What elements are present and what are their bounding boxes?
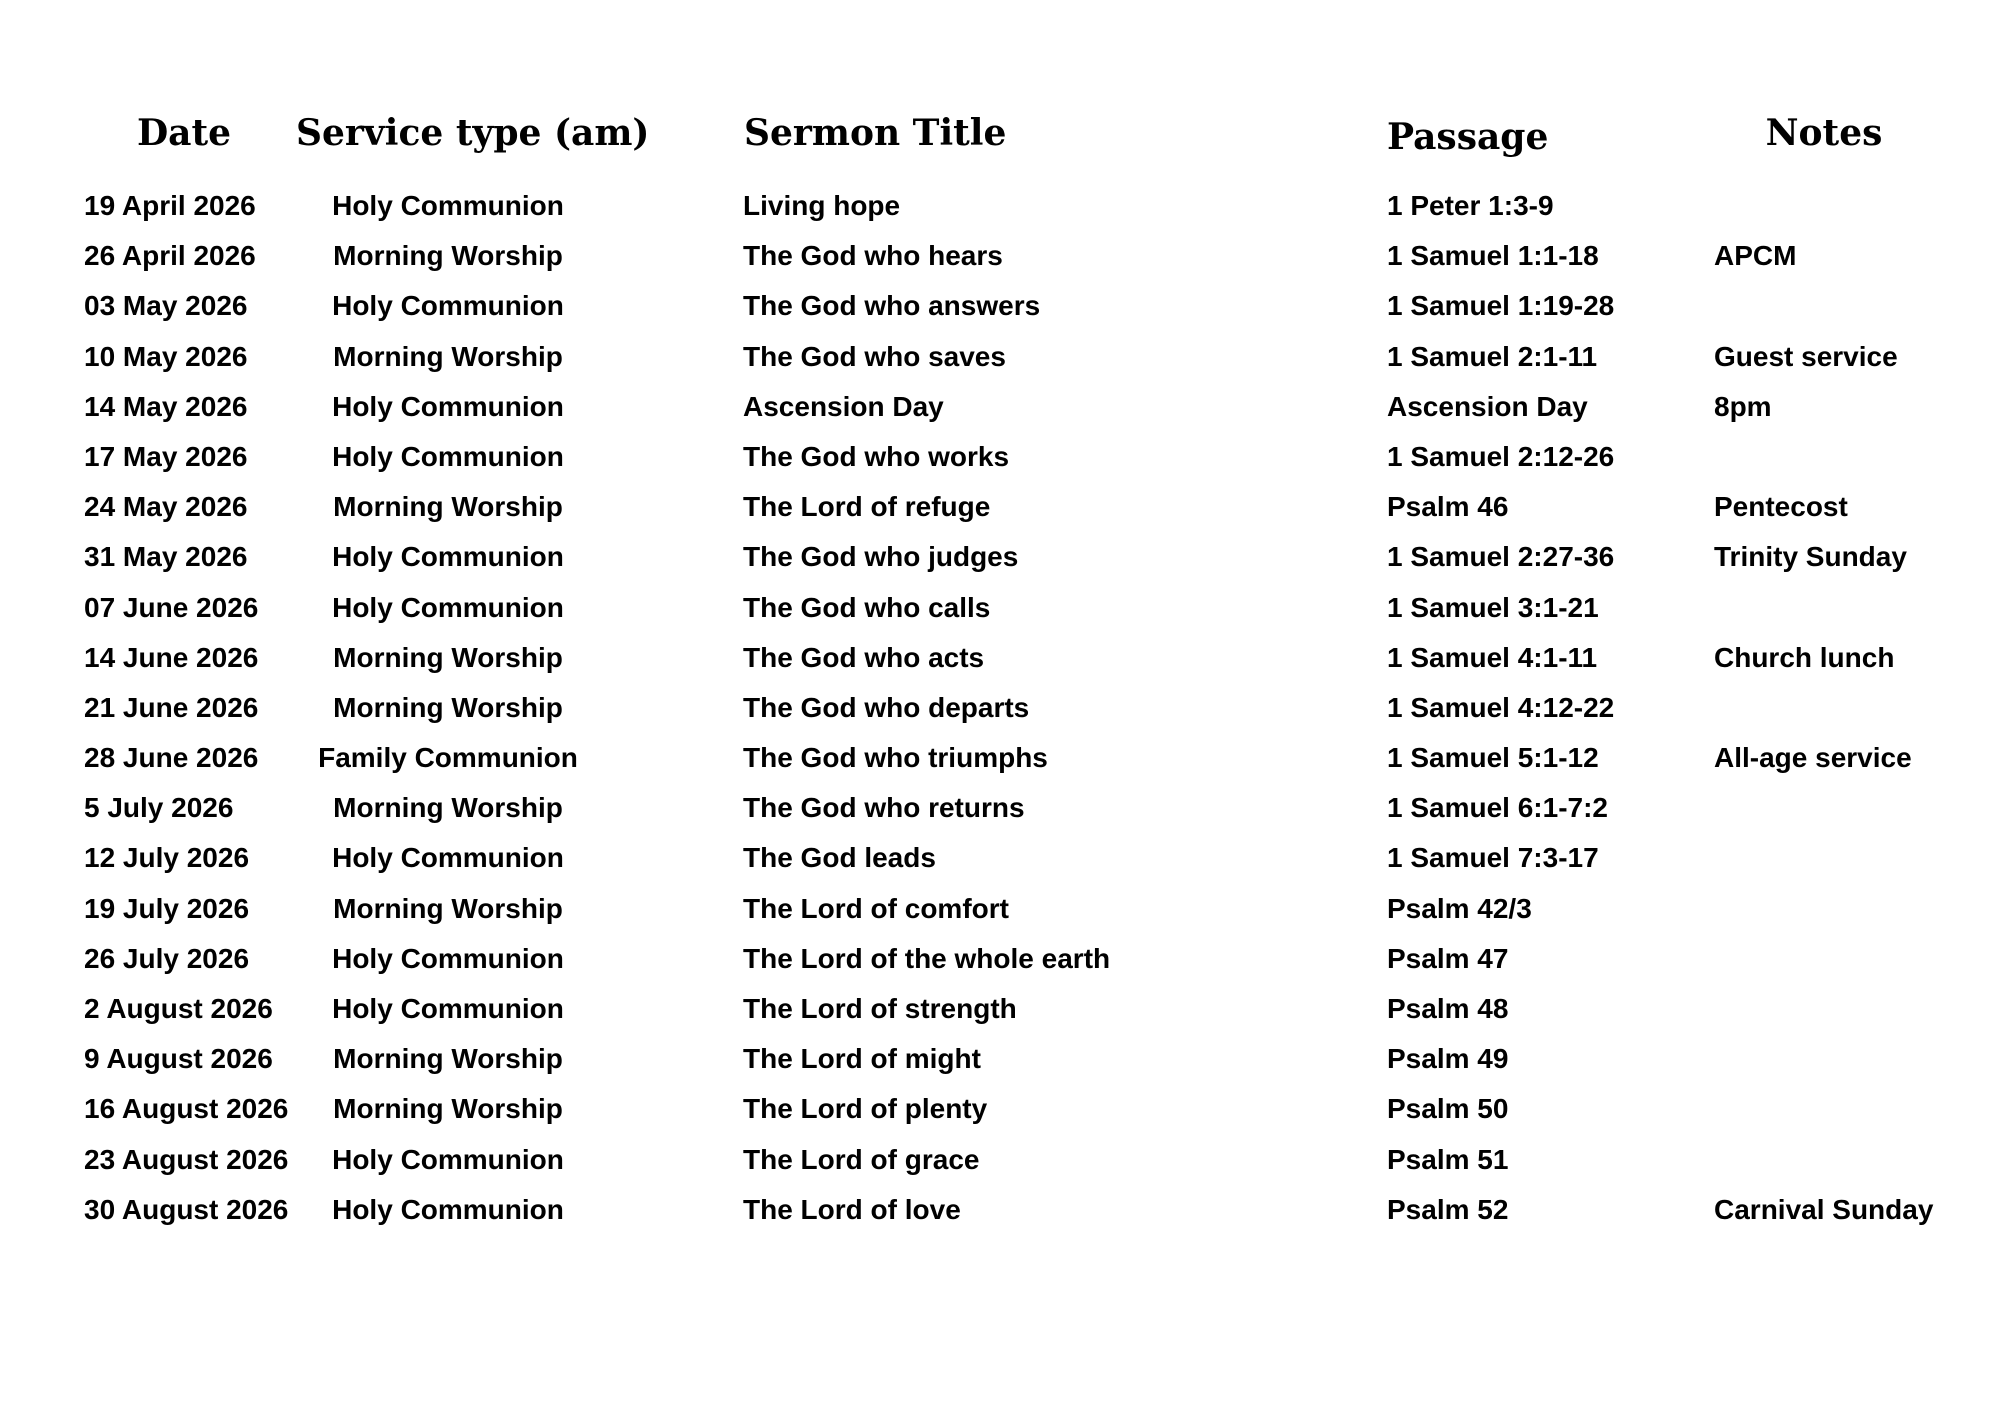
cell-passage: Psalm 47 [1387,942,1509,974]
table-row [0,733,2000,783]
cell-sermon-title: The Lord of strength [743,993,1017,1024]
cell-sermon-title: The Lord of love [743,1193,961,1225]
cell-date: 28 June 2026 [84,742,259,774]
cell-sermon-title: The God who acts [743,641,985,673]
cell-date: 23 August 2026 [84,1143,289,1175]
cell-notes: 8pm [1714,390,1772,422]
cell-passage: 1 Samuel 3:1-21 [1387,591,1599,623]
table-row [0,583,2000,633]
cell-service-type: Holy Communion [332,842,564,874]
table-row [0,181,2000,231]
cell-date: 24 May 2026 [84,491,248,523]
cell-passage: Psalm 49 [1387,1043,1509,1075]
cell-service-type: Holy Communion [332,290,564,322]
cell-date: 17 May 2026 [84,440,248,472]
cell-service-type: Holy Communion [332,1143,564,1175]
cell-passage: 1 Samuel 5:1-12 [1387,742,1599,774]
cell-sermon-title: The God who judges [743,541,1019,573]
cell-sermon-title: The Lord of refuge [743,491,991,523]
cell-passage: Psalm 48 [1387,993,1509,1024]
cell-notes: Pentecost [1714,491,1848,523]
table-row [0,683,2000,733]
cell-date: 5 July 2026 [84,792,234,824]
cell-passage: 1 Samuel 6:1-7:2 [1387,792,1608,824]
cell-sermon-title: The God who triumphs [743,742,1048,774]
table-row [0,432,2000,482]
cell-date: 16 August 2026 [84,1093,289,1125]
cell-notes: APCM [1714,240,1797,272]
cell-service-type: Morning Worship [333,340,563,372]
table-row [0,984,2000,1034]
cell-sermon-title: The God who saves [743,340,1006,372]
cell-notes: Trinity Sunday [1714,541,1907,573]
cell-passage: 1 Peter 1:3-9 [1387,190,1554,221]
cell-sermon-title: The Lord of comfort [743,892,1009,924]
cell-service-type: Holy Communion [332,541,564,573]
cell-notes: Carnival Sunday [1714,1193,1934,1225]
cell-date: 26 July 2026 [84,942,250,974]
cell-passage: 1 Samuel 1:19-28 [1387,290,1615,322]
cell-passage: Psalm 42/3 [1387,892,1532,924]
cell-sermon-title: The Lord of might [743,1043,981,1075]
cell-passage: Ascension Day [1387,390,1588,422]
cell-sermon-title: The God leads [743,842,936,874]
schedule-rows [0,181,2000,1235]
cell-date: 07 June 2026 [84,591,259,623]
cell-service-type: Holy Communion [332,591,564,623]
table-row [0,1185,2000,1235]
cell-date: 19 July 2026 [84,892,250,924]
header-passage: Passage [1387,116,1549,158]
table-row [0,231,2000,281]
table-row [0,532,2000,582]
table-row [0,482,2000,532]
cell-date: 14 June 2026 [84,641,259,673]
cell-service-type: Morning Worship [333,1093,563,1125]
cell-date: 10 May 2026 [84,340,248,372]
cell-date: 14 May 2026 [84,390,248,422]
cell-service-type: Holy Communion [332,440,564,472]
table-row [0,633,2000,683]
cell-passage: 1 Samuel 1:1-18 [1387,240,1599,272]
cell-date: 12 July 2026 [84,842,250,874]
cell-date: 21 June 2026 [84,691,259,723]
cell-passage: 1 Samuel 2:12-26 [1387,440,1615,472]
table-row [0,1084,2000,1134]
cell-date: 26 April 2026 [84,240,256,272]
cell-notes: Guest service [1714,340,1898,372]
header-notes: Notes [1765,112,1883,154]
header-date: Date [136,112,232,154]
cell-notes: Church lunch [1714,641,1895,673]
cell-service-type: Holy Communion [332,993,564,1024]
cell-notes: All-age service [1714,742,1912,774]
table-row [0,783,2000,833]
cell-sermon-title: The God who departs [743,691,1030,723]
cell-service-type: Morning Worship [333,240,563,272]
table-row [0,833,2000,883]
header-service-type: Service type (am) [296,112,650,154]
cell-service-type: Morning Worship [333,491,563,523]
cell-service-type: Morning Worship [333,792,563,824]
cell-date: 9 August 2026 [84,1043,273,1075]
cell-sermon-title: The God who works [743,440,1010,472]
cell-service-type: Morning Worship [333,691,563,723]
cell-date: 30 August 2026 [84,1193,289,1225]
cell-sermon-title: The God who hears [743,240,1003,272]
cell-date: 31 May 2026 [84,541,248,573]
cell-date: 19 April 2026 [84,190,256,221]
cell-passage: Psalm 50 [1387,1093,1509,1125]
cell-sermon-title: Ascension Day [743,390,944,422]
cell-service-type: Holy Communion [332,390,564,422]
cell-sermon-title: The God who returns [743,792,1025,824]
cell-date: 03 May 2026 [84,290,248,322]
cell-passage: 1 Samuel 2:1-11 [1387,340,1598,372]
cell-passage: Psalm 52 [1387,1193,1509,1225]
header-sermon-title: Sermon Title [744,112,1007,154]
cell-service-type: Holy Communion [332,1193,564,1225]
table-row [0,332,2000,382]
cell-passage: 1 Samuel 7:3-17 [1387,842,1599,874]
cell-passage: Psalm 51 [1387,1143,1509,1175]
cell-passage: 1 Samuel 4:12-22 [1387,691,1615,723]
cell-passage: 1 Samuel 2:27-36 [1387,541,1615,573]
table-row [0,1135,2000,1185]
cell-service-type: Morning Worship [333,1043,563,1075]
cell-sermon-title: The God who answers [743,290,1041,322]
table-row [0,1034,2000,1084]
table-row [0,884,2000,934]
cell-sermon-title: The Lord of the whole earth [743,942,1111,974]
table-row [0,382,2000,432]
cell-service-type: Morning Worship [333,892,563,924]
cell-sermon-title: The Lord of grace [743,1143,980,1175]
cell-service-type: Family Communion [318,742,578,774]
table-row [0,281,2000,331]
cell-service-type: Morning Worship [333,641,563,673]
cell-passage: Psalm 46 [1387,491,1509,523]
cell-passage: 1 Samuel 4:1-11 [1387,641,1598,673]
cell-service-type: Holy Communion [332,190,564,221]
cell-sermon-title: Living hope [743,190,901,221]
cell-service-type: Holy Communion [332,942,564,974]
cell-date: 2 August 2026 [84,993,273,1024]
cell-sermon-title: The Lord of plenty [743,1093,988,1125]
cell-sermon-title: The God who calls [743,591,991,623]
table-row [0,934,2000,984]
